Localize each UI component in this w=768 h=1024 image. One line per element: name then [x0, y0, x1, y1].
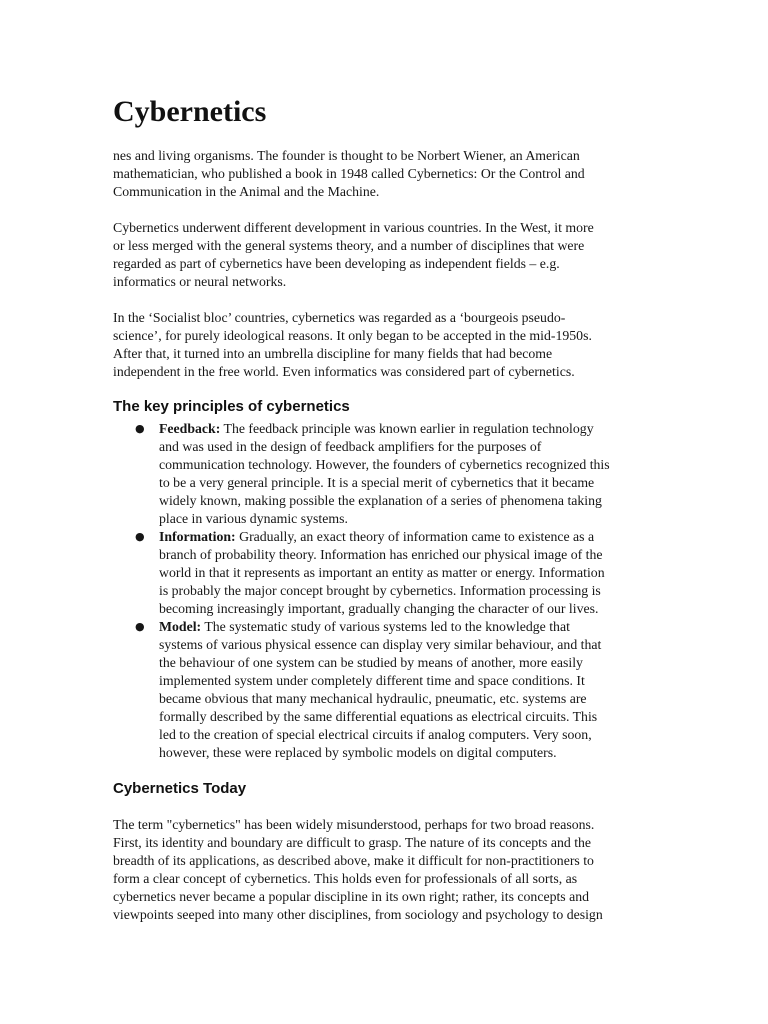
- principles-list: [113, 420, 658, 762]
- page-title: Cybernetics: [113, 95, 267, 128]
- intro-paragraph: [113, 147, 585, 201]
- text-line: Cybernetics underwent different development in various countries. In the West, it more: [113, 220, 594, 235]
- bullet-icon: ●: [135, 530, 145, 543]
- text-line: the behaviour of one system can be studied by means of another, more easily: [159, 655, 583, 670]
- text-line: communication technology. However, the founders of cybernetics recognized this: [159, 457, 610, 472]
- text-line: implemented system under completely different time and space conditions. It: [159, 673, 585, 688]
- text-line: cybernetics never became a popular discipline in its own right; rather, its concepts and: [113, 889, 590, 904]
- text-line: to be a very general principle. It is a special merit of cybernetics that it became: [159, 475, 595, 490]
- principle-text: Gradually, an exact theory of information came to existence as a: [235, 529, 595, 544]
- list-item-model: [113, 618, 658, 762]
- principle-label: Information:: [159, 529, 236, 544]
- text-line: form a clear concept of cybernetics. This holds even for professionals of all sorts, as: [113, 871, 578, 886]
- principle-label: Model:: [159, 619, 202, 634]
- text-line: nes and living organisms. The founder is thought to be Norbert Wiener, an American: [113, 148, 580, 163]
- text-line: place in various dynamic systems.: [159, 511, 348, 526]
- text-line: however, these were replaced by symbolic models on digital computers.: [159, 745, 557, 760]
- text-line: or less merged with the general systems theory, and a number of disciplines that were: [113, 238, 585, 253]
- text-line: In the ‘Socialist bloc’ countries, cybernetics was regarded as a ‘bourgeois pseudo-: [113, 310, 566, 325]
- text-line: First, its identity and boundary are difficult to grasp. The nature of its concepts and the: [113, 835, 592, 850]
- text-line: mathematician, who published a book in 1948 called Cybernetics: Or the Control and: [113, 166, 585, 181]
- list-item-feedback: [113, 420, 658, 528]
- text-line: breadth of its applications, as described above, make it difficult for non-practitioners to: [113, 853, 594, 868]
- text-line: is probably the major concept brought by cybernetics. Information processing is: [159, 583, 601, 598]
- development-paragraph: [113, 219, 594, 291]
- text-line: viewpoints seeped into many other disciplines, from sociology and psychology to design: [113, 907, 603, 922]
- principle-text: The feedback principle was known earlier in regulation technology: [220, 421, 594, 436]
- text-line: and was used in the design of feedback amplifiers for the purposes of: [159, 439, 542, 454]
- text-line: widely known, making possible the explanation of a series of phenomena taking: [159, 493, 602, 508]
- text-line: becoming increasingly important, gradually changing the character of our lives.: [159, 601, 599, 616]
- text-line: formally described by the same differential equations as electrical circuits. This: [159, 709, 598, 724]
- text-line: branch of probability theory. Information has enriched our physical image of the: [159, 547, 603, 562]
- text-line: independent in the free world. Even informatics was considered part of cybernetics.: [113, 364, 575, 379]
- socialist-bloc-paragraph: [113, 309, 592, 381]
- key-principles-heading: The key principles of cybernetics: [113, 398, 350, 415]
- list-item-information: [113, 528, 658, 618]
- principle-label: Feedback:: [159, 421, 221, 436]
- text-line: Communication in the Animal and the Machine.: [113, 184, 380, 199]
- text-line: became obvious that many mechanical hydraulic, pneumatic, etc. systems are: [159, 691, 587, 706]
- text-line: science’, for purely ideological reasons. It only began to be accepted in the mid-1950s.: [113, 328, 592, 343]
- text-line: regarded as part of cybernetics have been developing as independent fields – e.g.: [113, 256, 560, 271]
- text-line: informatics or neural networks.: [113, 274, 287, 289]
- text-line: systems of various physical essence can display very similar behaviour, and that: [159, 637, 602, 652]
- bullet-icon: ●: [135, 620, 145, 633]
- principle-text: The systematic study of various systems led to the knowledge that: [201, 619, 570, 634]
- text-line: The term "cybernetics" has been widely misunderstood, perhaps for two broad reasons.: [113, 817, 595, 832]
- text-line: world in that it represents as important an entity as matter or energy. Information: [159, 565, 605, 580]
- text-line: led to the creation of special electrical circuits if analog computers. Very soon,: [159, 727, 592, 742]
- today-paragraph: [113, 816, 603, 924]
- text-line: After that, it turned into an umbrella discipline for many fields that had become: [113, 346, 553, 361]
- bullet-icon: ●: [135, 422, 145, 435]
- cybernetics-today-heading: Cybernetics Today: [113, 780, 247, 797]
